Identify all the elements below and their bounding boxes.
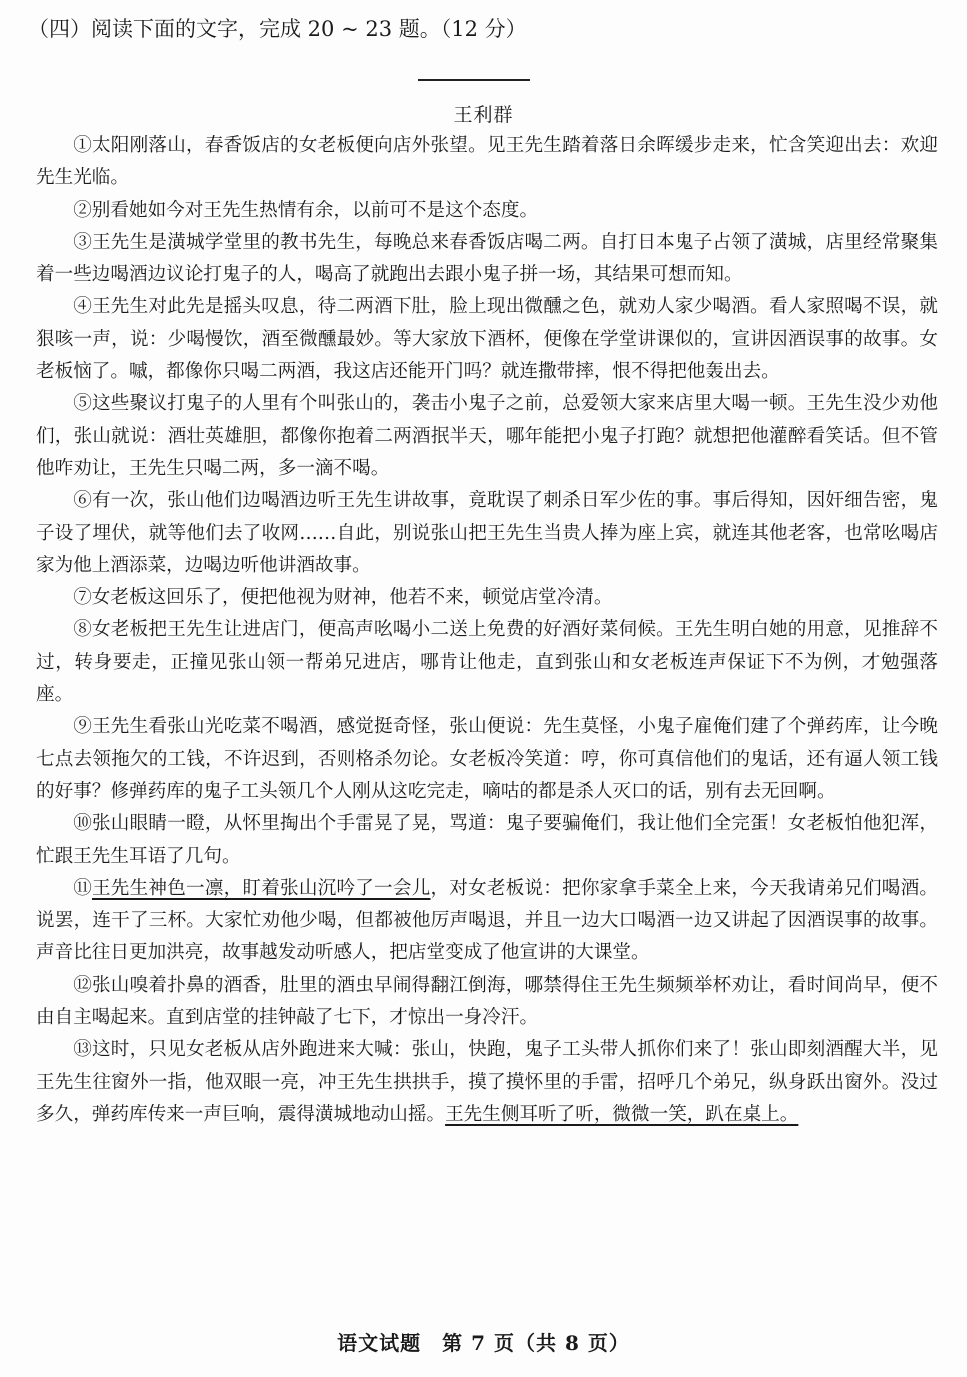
section-heading: （四）阅读下面的文字，完成 20 ~ 23 题。（12 分） xyxy=(28,17,527,41)
paragraph-13-text: ⑬这时，只见女老板从店外跑进来大喊：张山，快跑，鬼子工头带人抓你们来了！张山即刻酒醒大半，见王先生往窗外一指，他双眼一亮，冲王先生拱拱手，摸了摸怀里的手雷，招呼几个弟兄，纵身跃出窗外。没过多久，弹药库传来一声巨响，震得潢城地动山摇。 xyxy=(36,1039,938,1125)
paragraph-12: ⑫张山嗅着扑鼻的酒香，肚里的酒虫早闹得翻江倒海，哪禁得住王先生频频举杯劝让，看时间尚早，便不由自主喝起来。直到店堂的挂钟敲了七下，才惊出一身冷汗。 xyxy=(36,974,938,1029)
paragraph-8: ⑧女老板把王先生让进店门，便高声吆喝小二送上免费的好酒好菜伺候。王先生明白她的用意，见推辞不过，转身要走，正撞见张山领一帮弟兄进店，哪肯让他走，直到张山和女老板连声保证下不为例，才勉强落座。 xyxy=(36,619,938,706)
paragraph-11-rest: ，对女老板说：把你家拿手菜全上来，今天我请弟兄们喝酒。说罢，连干了三杯。大家忙劝他少喝，但都被他厉声喝退，并且一边大口喝酒一边又讲起了因酒误事的故事。声音比往日更加洪亮，故事越发动听感人，把店堂变成了他宣讲的大课堂。 xyxy=(36,877,938,964)
underlined-sentence-13: 王先生侧耳听了听，微微一笑，趴在桌上。 xyxy=(445,1103,799,1125)
paragraph-11-number: ⑪ xyxy=(73,877,92,899)
paragraph-10: ⑩张山眼睛一瞪，从怀里掏出个手雷晃了晃，骂道：鬼子要骗俺们，我让他们全完蛋！女老板怕他犯浑，忙跟王先生耳语了几句。 xyxy=(36,813,938,867)
paragraph-2: ②别看她如今对王先生热情有余，以前可不是这个态度。 xyxy=(73,199,539,221)
paragraph-4: ④王先生对此先是摇头叹息，待二两酒下肚，脸上现出微醺之色，就劝人家少喝酒。看人家照喝不误，就狠咳一声，说：少喝慢饮，酒至微醺最妙。等大家放下酒杯，便像在学堂讲课似的，宣讲因酒误事的故事。女老板恼了。嘁，都像你只喝二两酒，我这店还能开门吗？就连撒带摔，恨不得把他轰出去。 xyxy=(36,296,938,383)
paragraph-6: ⑥有一次，张山他们边喝酒边听王先生讲故事，竟耽误了刺杀日军少佐的事。事后得知，因奸细告密，鬼子设了埋伏，就等他们去了收网……自此，别说张山把王先生当贵人捧为座上宾，就连其他老客，也常吆喝店家为他上酒添菜，边喝边听他讲酒故事。 xyxy=(36,490,938,576)
paragraph-9: ⑨王先生看张山光吃菜不喝酒，感觉挺奇怪，张山便说：先生莫怪，小鬼子雇俺们建了个弹药库，让今晚七点去领拖欠的工钱，不许迟到，否则格杀勿论。女老板冷笑道：哼，你可真信他们的鬼话，还有逼人领工钱的好事？修弹药库的鬼子工头领几个人刚从这吃完走，嘀咕的都是杀人灭口的话，别有去无回啊。 xyxy=(36,716,938,802)
paragraph-3: ③王先生是潢城学堂里的教书先生，每晚总来春香饭店喝二两。自打日本鬼子占领了潢城，店里经常聚集着一些边喝酒边议论打鬼子的人，喝高了就跑出去跟小鬼子拼一场，其结果可想而知。 xyxy=(36,231,938,286)
underlined-sentence-11: 王先生神色一凛，盯着张山沉吟了一会儿 xyxy=(92,877,431,899)
story-body xyxy=(36,130,938,1131)
paragraph-11 xyxy=(36,873,938,970)
paragraph-1: ①太阳刚落山，春香饭店的女老板便向店外张望。见王先生踏着落日余晖缓步走来，忙含笑迎出去：欢迎先生光临。 xyxy=(36,135,938,189)
title-rule xyxy=(418,79,530,81)
paragraph-7: ⑦女老板这回乐了，便把他视为财神，他若不来，顿觉店堂冷清。 xyxy=(73,587,613,609)
paragraph-13 xyxy=(36,1034,938,1131)
page-footer: 语文试题 第 7 页（共 8 页） xyxy=(337,1331,630,1355)
story-author: 王利群 xyxy=(453,104,514,126)
paragraph-5: ⑤这些聚议打鬼子的人里有个叫张山的，袭击小鬼子之前，总爱领大家来店里大喝一顿。王先生没少劝他们，张山就说：酒壮英雄胆，都像你抱着二两酒抿半天，哪年能把小鬼子打跑？就想把他灌醉看笑话。但不管他咋劝让，王先生只喝二两，多一滴不喝。 xyxy=(36,393,938,479)
